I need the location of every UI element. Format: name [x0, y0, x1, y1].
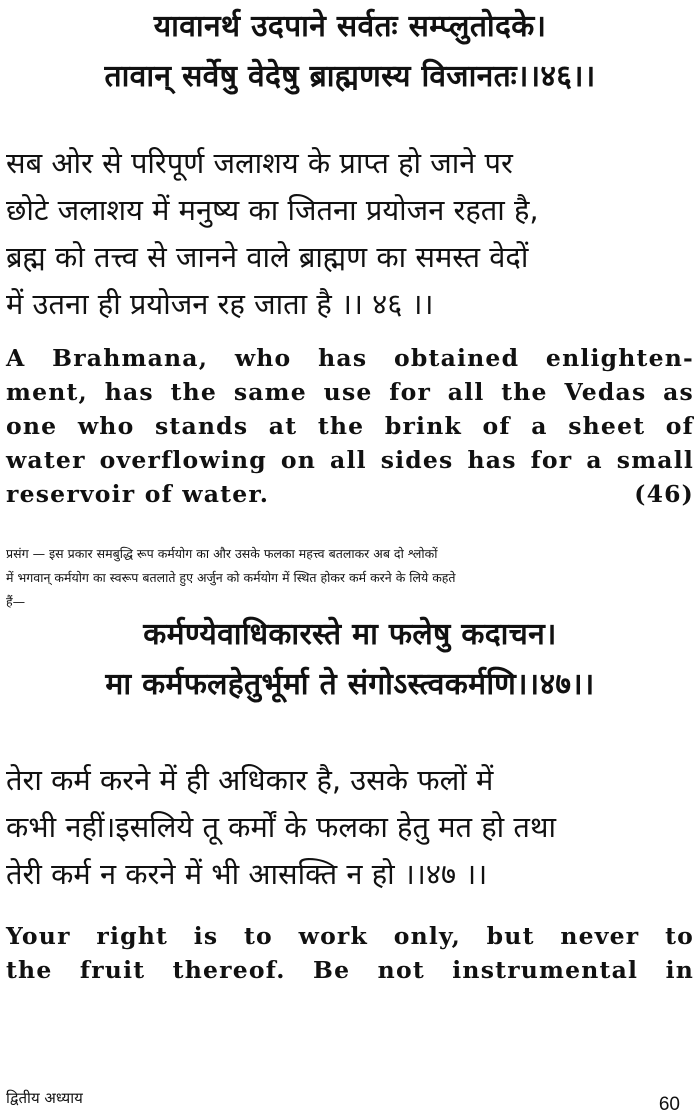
english-line: ment, has the same use for all the Vedas as [6, 378, 694, 406]
hindi-translation-46 [6, 140, 696, 328]
translation-line: सब ओर से परिपूर्ण जलाशय के प्राप्त हो जाने पर [6, 146, 513, 180]
translation-line: ब्रह्म को तत्त्व से जानने वाले ब्राह्मण का समस्त वेदों [6, 240, 529, 274]
english-last-line [6, 477, 694, 511]
chapter-footer: द्वितीय अध्याय [6, 1089, 83, 1107]
page-number: 60 [658, 1094, 680, 1115]
translation-line: तेरा कर्म करने में ही अधिकार है, उसके फलों में [6, 763, 494, 797]
translation-line: तेरी कर्म न करने में भी आसक्ति न हो ।।४७ ।। [6, 857, 488, 891]
english-line: A Brahmana, who has obtained enlighten- [6, 344, 694, 372]
verse-number: (46) [634, 480, 694, 508]
english-translation-46 [6, 341, 694, 511]
sanskrit-verse-46 [0, 2, 700, 102]
prasang-context [6, 542, 696, 614]
sanskrit-verse-47 [0, 610, 700, 710]
verse-line: यावानर्थ उदपाने सर्वतः सम्प्लुतोदके। [153, 9, 547, 44]
hindi-translation-47 [6, 757, 696, 898]
english-line: Your right is to work only, but never to [6, 922, 694, 950]
verse-line: तावान् सर्वेषु वेदेषु ब्राह्मणस्य विजानतः।।४६।। [104, 59, 596, 94]
english-line: one who stands at the brink of a sheet of [6, 412, 694, 440]
prasang-line: हैं— [6, 594, 26, 609]
english-line: reservoir of water. [6, 480, 270, 508]
english-line: the fruit thereof. Be not instrumental in [6, 956, 694, 984]
english-line: water overflowing on all sides has for a small [6, 446, 694, 474]
verse-line: मा कर्मफलहेतुर्भूर्मा ते संगोऽस्त्वकर्मणि।।४७।। [105, 667, 595, 702]
translation-line: में उतना ही प्रयोजन रह जाता है ।। ४६ ।। [6, 287, 434, 321]
english-translation-47 [6, 919, 694, 987]
translation-line: कभी नहीं।इसलिये तू कर्मों के फलका हेतु मत हो तथा [6, 810, 556, 844]
verse-line: कर्मण्येवाधिकारस्ते मा फलेषु कदाचन। [143, 617, 557, 652]
translation-line: छोटे जलाशय में मनुष्य का जितना प्रयोजन रहता है, [6, 193, 539, 227]
prasang-line: प्रसंग — इस प्रकार समबुद्धि रूप कर्मयोग का और उसके फलका महत्त्व बतलाकर अब दो श्लोकों [6, 546, 438, 561]
prasang-line: में भगवान् कर्मयोग का स्वरूप बतलाते हुए अर्जुन को कर्मयोग में स्थित होकर कर्म करने के लिये कहते [6, 570, 456, 585]
